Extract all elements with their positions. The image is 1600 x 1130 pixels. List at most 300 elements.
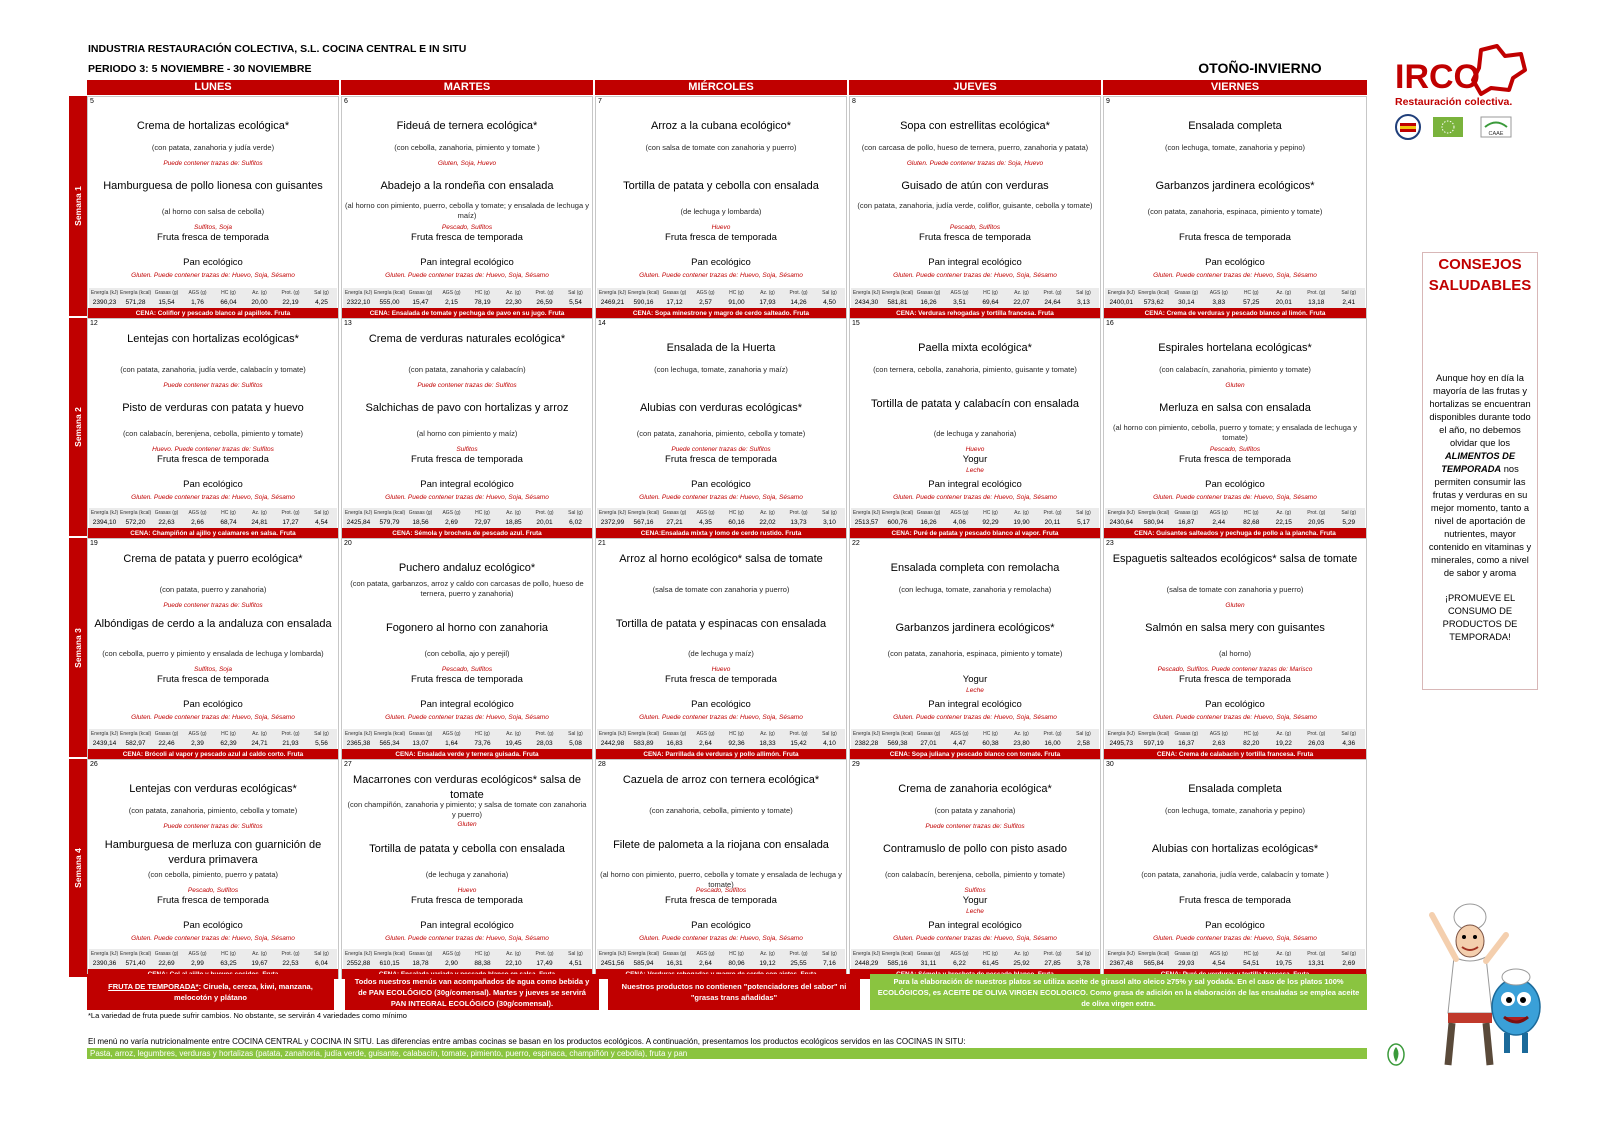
week-label	[69, 96, 87, 316]
nutrition-value: 54,51	[1243, 960, 1260, 967]
nutrition-header: Grasas (g)	[408, 731, 433, 737]
menu-day-cell	[1103, 318, 1367, 538]
nutrition-values	[597, 518, 845, 527]
nutrition-header: Sal (g)	[1341, 510, 1357, 516]
nutrition-value: 569,38	[887, 740, 908, 747]
nutrition-value: 600,76	[887, 519, 908, 526]
nutrition-value: 24,81	[251, 519, 268, 526]
nutrition-header: Energía (kJ)	[90, 731, 119, 737]
nutrition-value: 18,33	[759, 740, 776, 747]
dessert-yogurt: Yogur	[962, 895, 988, 906]
nutrition-header: AGS (g)	[188, 510, 207, 516]
nutrition-value: 4,54	[1212, 960, 1226, 967]
nutrition-value: 2390,36	[92, 960, 117, 967]
no-additives-box: Nuestros productos no contienen "potenciadores del sabor" ni "grasas trans añadidas"	[608, 974, 860, 1010]
first-course: Ensalada completa	[1188, 783, 1282, 795]
second-course: Tortilla de patata y cebolla con ensalada	[369, 843, 565, 855]
nutrition-header: AGS (g)	[950, 290, 969, 296]
bread-allergens: Gluten. Puede contener trazas de: Huevo, Soja, Sésamo	[893, 272, 1057, 279]
nutrition-header: Energía (kcal)	[374, 731, 405, 737]
menu-day-cell	[87, 538, 339, 759]
first-course-description: (con carcasa de pollo, hueso de ternera, puerro, zanahoria y patata)	[861, 143, 1089, 152]
nutrition-header: Energía (kcal)	[628, 510, 659, 516]
nutrition-value: 22,10	[505, 960, 522, 967]
second-course-allergens: Huevo. Puede contener trazas de: Sulfitos	[152, 446, 274, 453]
second-course: Tortilla de patata y espinacas con ensalada	[615, 618, 827, 630]
nutrition-header: Prot. (g)	[281, 951, 300, 957]
nutrition-header: Energía (kcal)	[1138, 290, 1170, 296]
bread: Pan integral ecológico	[928, 479, 1022, 490]
first-course-description: (con patata y zanahoria)	[934, 806, 1016, 815]
nutrition-value: 91,00	[728, 299, 745, 306]
nutrition-value: 2,66	[191, 519, 204, 526]
nutrition-values	[851, 959, 1099, 968]
nutrition-value: 28,03	[536, 740, 553, 747]
second-course-description: (al horno con pimiento, puerro, cebolla y tomate y ensalada de lechuga y tomate)	[600, 870, 842, 889]
nutrition-header: Energía (kJ)	[344, 951, 373, 957]
kitchen-note: El menú no varía nutricionalmente entre COCINA CENTRAL y COCINA IN SITU. Las diferencias entre ambas cocinas se basan en los productos ecológicos. A continuación, presentamos los productos ecológicos servidos en las COCINAS IN SITU:	[88, 1037, 966, 1046]
nutrition-headers	[851, 730, 1099, 738]
second-course-description: (al horno con pimiento, cebolla, puerro y tomate; y ensalada de lechuga y tomate)	[1113, 423, 1357, 442]
bread-allergens: Gluten. Puede contener trazas de: Huevo, Soja, Sésamo	[639, 494, 803, 501]
dessert-fruit: Fruta fresca de temporada	[919, 232, 1031, 243]
nutrition-values	[89, 739, 337, 748]
nutrition-header: HC (g)	[475, 510, 490, 516]
dessert-fruit: Fruta fresca de temporada	[1179, 454, 1291, 465]
day-header-5: VIERNES	[1103, 80, 1367, 95]
nutrition-value: 14,26	[790, 299, 807, 306]
nutrition-header: Az. (g)	[1014, 951, 1029, 957]
nutrition-header: HC (g)	[221, 290, 236, 296]
nutrition-header: Energía (kcal)	[882, 951, 913, 957]
nutrition-header: Prot. (g)	[1043, 731, 1062, 737]
first-course-allergens: Gluten, Soja, Huevo	[437, 160, 497, 167]
nutrition-header: Energía (kJ)	[90, 510, 119, 516]
water-bread-box: Todos nuestros menús van acompañados de agua como bebida y de PAN ECOLÓGICO (30g/comensal). Martes y jueves se servirá PAN INTEGRAL ECOLÓGICO (30g/comensal).	[345, 974, 599, 1010]
bread-allergens: Gluten. Puede contener trazas de: Huevo, Soja, Sésamo	[1153, 935, 1317, 942]
nutrition-header: Energía (kcal)	[374, 951, 405, 957]
second-course-allergens: Huevo	[457, 887, 477, 894]
nutrition-value: 20,95	[1308, 519, 1325, 526]
nutrition-value: 24,71	[251, 740, 268, 747]
bread: Pan ecológico	[1205, 920, 1265, 931]
first-course: Macarrones con verduras ecológicos* salsa de tomate	[352, 774, 582, 801]
nutrition-value: 3,13	[1077, 299, 1090, 306]
irco-logo	[1393, 44, 1538, 142]
second-course-description: (con calabacín, berenjena, cebolla, pimiento y tomate)	[122, 429, 304, 438]
first-course: Espirales hortelana ecológicas*	[1158, 342, 1312, 354]
nutrition-header: Az. (g)	[1276, 731, 1292, 737]
nutrition-header: Grasas (g)	[916, 510, 941, 516]
first-course-allergens: Puede contener trazas de: Sulfitos	[163, 602, 263, 609]
nutrition-value: 17,93	[759, 299, 776, 306]
first-course-description: (con champiñón, zanahoria y pimiento; y salsa de tomate con zanahoria y puerro)	[347, 800, 587, 819]
nutrition-value: 2552,88	[346, 960, 371, 967]
season-label: OTOÑO-INVIERNO	[1198, 60, 1322, 76]
nutrition-header: Sal (g)	[1341, 731, 1357, 737]
nutrition-header: Az. (g)	[506, 510, 521, 516]
nutrition-value: 78,19	[474, 299, 491, 306]
nutrition-header: Sal (g)	[1076, 510, 1091, 516]
second-course-description: (con cebolla, puerro y pimiento y ensalada de lechuga y lombarda)	[102, 649, 324, 658]
menu-day-cell	[849, 96, 1101, 318]
nutrition-values	[851, 298, 1099, 307]
second-course-allergens: Pescado, Sulfitos	[441, 666, 493, 673]
nutrition-header: Grasas (g)	[154, 731, 179, 737]
nutrition-value: 2322,10	[346, 299, 371, 306]
nutrition-value: 1,76	[191, 299, 204, 306]
nutrition-value: 30,14	[1178, 299, 1195, 306]
dessert-allergens: Leche	[966, 687, 984, 694]
nutrition-header: Az. (g)	[506, 290, 521, 296]
first-course: Sopa con estrellitas ecológica*	[900, 120, 1050, 132]
nutrition-value: 2,90	[445, 960, 458, 967]
nutrition-header: Sal (g)	[822, 731, 837, 737]
nutrition-value: 24,64	[1044, 299, 1061, 306]
nutrition-value: 582,97	[125, 740, 146, 747]
nutrition-header: AGS (g)	[950, 951, 969, 957]
first-course: Crema de zanahoria ecológica*	[898, 783, 1052, 795]
healthy-tips-box	[1422, 252, 1538, 690]
first-course-description: (con patata, zanahoria, judía verde, calabacín y tomate)	[120, 365, 306, 374]
nutrition-header: HC (g)	[729, 290, 744, 296]
nutrition-header: HC (g)	[475, 951, 490, 957]
nutrition-header: Sal (g)	[822, 510, 837, 516]
nutrition-header: Prot. (g)	[1043, 290, 1062, 296]
second-course: Guisado de atún con verduras	[901, 180, 1049, 192]
nutrition-header: HC (g)	[475, 731, 490, 737]
nutrition-header: Prot. (g)	[1307, 731, 1326, 737]
nutrition-value: 2,15	[445, 299, 458, 306]
bread: Pan ecológico	[183, 699, 243, 710]
nutrition-value: 19,22	[1275, 740, 1292, 747]
first-course-allergens: Puede contener trazas de: Sulfitos	[163, 160, 263, 167]
nutrition-header: Sal (g)	[314, 290, 329, 296]
second-course-description: (de lechuga y zanahoria)	[425, 870, 509, 879]
second-course-allergens: Sulfitos, Soja	[194, 224, 232, 231]
nutrition-header: Prot. (g)	[535, 951, 554, 957]
nutrition-headers	[343, 289, 591, 297]
nutrition-value: 21,93	[282, 740, 299, 747]
nutrition-value: 2434,30	[854, 299, 879, 306]
nutrition-value: 16,87	[1178, 519, 1195, 526]
dinner-suggestion: CENA: Verduras rehogadas y tortilla francesa. Fruta	[850, 308, 1100, 318]
nutrition-header: Sal (g)	[568, 510, 583, 516]
dessert-fruit: Fruta fresca de temporada	[1179, 895, 1291, 906]
day-number: 29	[852, 761, 860, 768]
nutrition-header: Energía (kcal)	[882, 731, 913, 737]
nutrition-value: 19,75	[1275, 960, 1292, 967]
nutrition-table	[1105, 288, 1365, 308]
nutrition-header: Grasas (g)	[1174, 951, 1199, 957]
dessert-allergens: Leche	[966, 467, 984, 474]
nutrition-values	[89, 518, 337, 527]
second-course-description: (con cebolla, ajo y perejil)	[424, 649, 510, 658]
nutrition-values	[851, 518, 1099, 527]
dessert-fruit: Fruta fresca de temporada	[1179, 674, 1291, 685]
second-course-allergens: Pescado, Sulfitos	[1209, 446, 1261, 453]
nutrition-headers	[1105, 730, 1365, 738]
nutrition-header: Energía (kcal)	[120, 731, 151, 737]
nutrition-values	[1105, 518, 1365, 527]
nutrition-header: Prot. (g)	[535, 290, 554, 296]
nutrition-value: 573,62	[1143, 299, 1164, 306]
nutrition-header: Energía (kJ)	[90, 290, 119, 296]
nutrition-value: 6,02	[569, 519, 582, 526]
nutrition-value: 16,31	[666, 960, 683, 967]
nutrition-header: Energía (kcal)	[882, 290, 913, 296]
nutrition-table	[89, 288, 337, 308]
nutrition-header: HC (g)	[983, 290, 998, 296]
eco-products-bar: Pasta, arroz, legumbres, verduras y hortalizas (patata, zanahoria, judía verde, guisante, calabacín, tomate, pimiento, puerro, espinaca, champiñón y cebolla), fruta y pan	[87, 1048, 1367, 1059]
bread: Pan ecológico	[1205, 479, 1265, 490]
first-course: Lentejas con verduras ecológicas*	[129, 783, 297, 795]
nutrition-header: Az. (g)	[506, 731, 521, 737]
nutrition-headers	[597, 289, 845, 297]
nutrition-value: 16,83	[666, 740, 683, 747]
menu-day-cell	[1103, 759, 1367, 979]
dinner-suggestion: CENA: Ensalada de tomate y pechuga de pavo en su jugo. Fruta	[342, 308, 592, 318]
nutrition-header: Grasas (g)	[662, 290, 687, 296]
nutrition-header: Prot. (g)	[535, 731, 554, 737]
menu-day-cell	[1103, 96, 1367, 318]
nutrition-value: 4,36	[1342, 740, 1356, 747]
first-course: Crema de verduras naturales ecológica*	[368, 333, 566, 345]
day-number: 5	[90, 98, 94, 105]
week-label	[69, 318, 87, 536]
second-course-allergens: Sulfitos, Soja	[194, 666, 232, 673]
nutrition-header: Energía (kcal)	[120, 951, 151, 957]
nutrition-value: 3,10	[823, 519, 836, 526]
menu-day-cell	[341, 96, 593, 318]
first-course-allergens: Gluten	[457, 821, 477, 828]
nutrition-table	[343, 949, 591, 969]
bread-allergens: Gluten. Puede contener trazas de: Huevo, Soja, Sésamo	[131, 935, 295, 942]
nutrition-value: 585,94	[633, 960, 654, 967]
nutrition-headers	[851, 289, 1099, 297]
dessert-fruit: Fruta fresca de temporada	[665, 232, 777, 243]
nutrition-header: Az. (g)	[760, 290, 775, 296]
nutrition-header: Az. (g)	[506, 951, 521, 957]
nutrition-header: Grasas (g)	[662, 951, 687, 957]
nutrition-header: Sal (g)	[568, 731, 583, 737]
nutrition-value: 20,11	[1044, 519, 1061, 526]
nutrition-header: AGS (g)	[696, 951, 715, 957]
nutrition-value: 2,57	[699, 299, 712, 306]
nutrition-value: 2,58	[1077, 740, 1090, 747]
week-label-text: Semana 2	[73, 407, 83, 447]
nutrition-table	[89, 729, 337, 749]
first-course-allergens: Gluten	[1225, 382, 1245, 389]
nutrition-header: Energía (kJ)	[598, 951, 627, 957]
bread: Pan ecológico	[183, 257, 243, 268]
healthy-tips-promo: ¡PROMUEVE EL CONSUMO DE PRODUCTOS DE TEMPORADA!	[1442, 593, 1518, 642]
nutrition-value: 5,29	[1342, 519, 1356, 526]
nutrition-value: 22,07	[1013, 299, 1030, 306]
nutrition-value: 18,85	[505, 519, 522, 526]
nutrition-value: 19,67	[251, 960, 268, 967]
nutrition-headers	[343, 950, 591, 958]
nutrition-header: Energía (kJ)	[90, 951, 119, 957]
nutrition-headers	[89, 730, 337, 738]
bread-allergens: Gluten. Puede contener trazas de: Huevo, Soja, Sésamo	[385, 714, 549, 721]
nutrition-header: Grasas (g)	[916, 290, 941, 296]
second-course-description: (de lechuga y maíz)	[688, 649, 754, 658]
nutrition-header: HC (g)	[1243, 731, 1259, 737]
nutrition-header: Sal (g)	[568, 290, 583, 296]
day-number: 23	[1106, 540, 1114, 547]
day-number: 14	[598, 320, 606, 327]
nutrition-header: Prot. (g)	[535, 510, 554, 516]
nutrition-values	[1105, 959, 1365, 968]
second-course: Filete de palometa a la riojana con ensalada	[613, 839, 829, 851]
nutrition-value: 571,28	[125, 299, 146, 306]
nutrition-value: 565,34	[379, 740, 400, 747]
second-course-allergens: Pescado, Sulfitos. Puede contener trazas de: Marisco	[1157, 666, 1313, 673]
nutrition-header: Az. (g)	[1276, 290, 1292, 296]
nutrition-value: 68,74	[220, 519, 237, 526]
nutrition-value: 22,30	[505, 299, 522, 306]
nutrition-header: Energía (kJ)	[598, 731, 627, 737]
nutrition-value: 16,26	[920, 519, 937, 526]
nutrition-value: 3,78	[1077, 960, 1090, 967]
nutrition-value: 2,41	[1342, 299, 1356, 306]
nutrition-table	[343, 288, 591, 308]
nutrition-header: Prot. (g)	[789, 731, 808, 737]
bread: Pan ecológico	[1205, 257, 1265, 268]
nutrition-header: HC (g)	[221, 510, 236, 516]
nutrition-header: Az. (g)	[1014, 290, 1029, 296]
nutrition-headers	[343, 509, 591, 517]
first-course-allergens: Puede contener trazas de: Sulfitos	[163, 823, 263, 830]
day-number: 28	[598, 761, 606, 768]
healthy-tips-title-2: SALUDABLES	[1428, 277, 1532, 294]
dinner-suggestion: CENA: Sémola y brocheta de pescado azul. Fruta	[342, 528, 592, 538]
nutrition-value: 26,59	[536, 299, 553, 306]
nutrition-value: 5,08	[569, 740, 582, 747]
bread-allergens: Gluten. Puede contener trazas de: Huevo, Soja, Sésamo	[131, 714, 295, 721]
day-number: 26	[90, 761, 98, 768]
nutrition-value: 565,84	[1143, 960, 1164, 967]
nutrition-value: 25,55	[790, 960, 807, 967]
irco-logo-tagline: Restauración colectiva.	[1395, 96, 1513, 108]
menu-day-cell	[341, 318, 593, 538]
bread: Pan integral ecológico	[420, 699, 514, 710]
second-course-description: (con patata, zanahoria, espinaca, pimiento y tomate)	[1147, 207, 1323, 216]
nutrition-value: 25,92	[1013, 960, 1030, 967]
first-course-description: (salsa de tomate con zanahoria y puerro)	[652, 585, 790, 594]
nutrition-value: 590,16	[633, 299, 654, 306]
dinner-suggestion: CENA:Ensalada mixta y lomo de cerdo rustido. Fruta	[596, 528, 846, 538]
day-number: 13	[344, 320, 352, 327]
nutrition-header: Energía (kcal)	[1138, 731, 1170, 737]
nutrition-header: Energía (kcal)	[628, 731, 659, 737]
nutrition-value: 22,19	[282, 299, 299, 306]
nutrition-value: 2,44	[1212, 519, 1226, 526]
nutrition-header: Az. (g)	[1014, 731, 1029, 737]
second-course-allergens: Huevo	[965, 446, 985, 453]
bread-allergens: Gluten. Puede contener trazas de: Huevo, Soja, Sésamo	[893, 714, 1057, 721]
dessert-fruit: Fruta fresca de temporada	[411, 232, 523, 243]
second-course-allergens: Sulfitos	[964, 887, 986, 894]
nutrition-value: 73,76	[474, 740, 491, 747]
period-label: PERIODO 3: 5 NOVIEMBRE - 30 NOVIEMBRE	[88, 63, 312, 75]
nutrition-header: Energía (kJ)	[1107, 510, 1135, 516]
nutrition-value: 2,64	[699, 960, 712, 967]
dinner-suggestion: CENA: Guisantes salteados y pechuga de pollo a la plancha. Fruta	[1104, 528, 1366, 538]
first-course-description: (con patata, zanahoria y judía verde)	[151, 143, 275, 152]
bread-allergens: Gluten. Puede contener trazas de: Huevo, Soja, Sésamo	[1153, 494, 1317, 501]
bread-allergens: Gluten. Puede contener trazas de: Huevo, Soja, Sésamo	[385, 935, 549, 942]
nutrition-header: Prot. (g)	[789, 510, 808, 516]
nutrition-header: Prot. (g)	[1307, 510, 1326, 516]
nutrition-header: Energía (kJ)	[598, 290, 627, 296]
second-course-description: (de lechuga y zanahoria)	[933, 429, 1017, 438]
nutrition-value: 3,83	[1212, 299, 1226, 306]
nutrition-header: Grasas (g)	[1174, 510, 1199, 516]
second-course-allergens: Pescado, Sulfitos	[441, 224, 493, 231]
nutrition-value: 15,42	[790, 740, 807, 747]
first-course-allergens: Puede contener trazas de: Sulfitos	[417, 382, 517, 389]
seasonal-fruit-text	[93, 981, 328, 1003]
nutrition-value: 27,01	[920, 740, 937, 747]
nutrition-value: 22,53	[282, 960, 299, 967]
nutrition-table	[597, 949, 845, 969]
dessert-fruit: Fruta fresca de temporada	[665, 674, 777, 685]
first-course: Cazuela de arroz con ternera ecológica*	[622, 774, 820, 786]
bread: Pan ecológico	[183, 479, 243, 490]
nutrition-value: 22,46	[158, 740, 175, 747]
menu-day-cell	[849, 759, 1101, 979]
nutrition-value: 22,69	[158, 960, 175, 967]
first-course-description: (con lechuga, tomate, zanahoria y remolacha)	[898, 585, 1052, 594]
nutrition-header: HC (g)	[475, 290, 490, 296]
first-course-description: (con salsa de tomate con zanahoria y puerro)	[645, 143, 797, 152]
second-course-description: (al horno con pimiento y maíz)	[416, 429, 518, 438]
nutrition-header: AGS (g)	[188, 951, 207, 957]
nutrition-value: 2448,29	[854, 960, 879, 967]
first-course-description: (con patata, zanahoria y calabacín)	[408, 365, 526, 374]
nutrition-header: AGS (g)	[442, 290, 461, 296]
nutrition-values	[597, 298, 845, 307]
second-course: Salchichas de pavo con hortalizas y arroz	[365, 402, 569, 414]
dessert-yogurt: Yogur	[962, 454, 988, 465]
nutrition-value: 597,19	[1143, 740, 1164, 747]
second-course: Alubias con verduras ecológicas*	[639, 402, 803, 414]
second-course-description: (con calabacín, berenjena, cebolla, pimiento y tomate)	[884, 870, 1066, 879]
nutrition-header: Az. (g)	[760, 951, 775, 957]
first-course-allergens: Puede contener trazas de: Sulfitos	[925, 823, 1025, 830]
nutrition-value: 2365,38	[346, 740, 371, 747]
nutrition-values	[89, 298, 337, 307]
dinner-suggestion: CENA: Sopa minestrone y magro de cerdo salteado. Fruta	[596, 308, 846, 318]
fruit-variety-note: *La variedad de fruta puede sufrir cambios. No obstante, se servirán 4 variedades como mínimo	[88, 1011, 407, 1020]
nutrition-header: Energía (kJ)	[852, 731, 881, 737]
nutrition-value: 2430,64	[1109, 519, 1133, 526]
nutrition-table	[1105, 508, 1365, 528]
nutrition-value: 4,35	[699, 519, 712, 526]
nutrition-header: Energía (kJ)	[852, 290, 881, 296]
nutrition-table	[597, 508, 845, 528]
first-course: Ensalada completa con remolacha	[890, 562, 1060, 574]
nutrition-header: Energía (kcal)	[882, 510, 913, 516]
nutrition-header: Grasas (g)	[408, 510, 433, 516]
nutrition-value: 5,17	[1077, 519, 1090, 526]
day-number: 15	[852, 320, 860, 327]
bread-allergens: Gluten. Puede contener trazas de: Huevo, Soja, Sésamo	[639, 714, 803, 721]
second-course-allergens: Puede contener trazas de: Sulfitos	[671, 446, 771, 453]
eco-leaf-icon	[1387, 1043, 1405, 1066]
